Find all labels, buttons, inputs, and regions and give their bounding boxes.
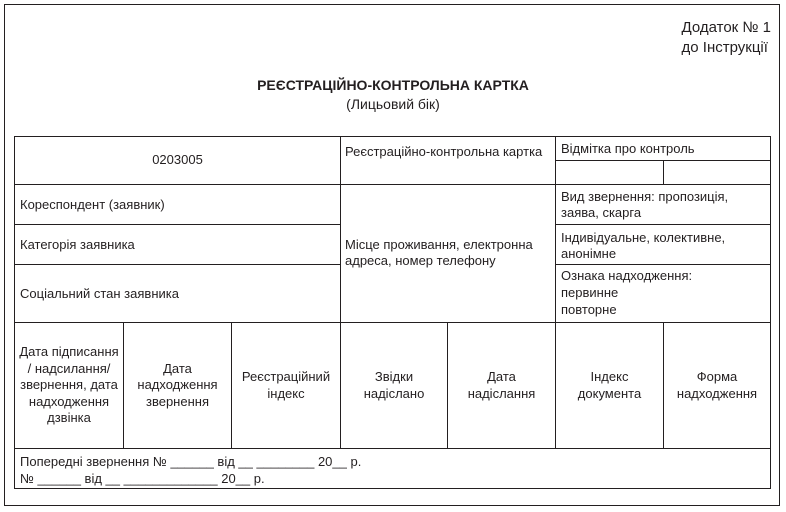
receipt-primary-label: первинне xyxy=(561,285,619,300)
grid-line xyxy=(15,184,770,185)
grid-line xyxy=(555,264,770,265)
grid-line xyxy=(555,224,770,225)
social-status-label: Соціальний стан заявника xyxy=(20,286,179,301)
receipt-repeat-label: повторне xyxy=(561,302,617,317)
column-header: Дата надіслання xyxy=(467,369,536,401)
column-header: Індекс документа xyxy=(577,369,642,401)
form-code: 0203005 xyxy=(152,152,203,167)
form-title: РЕЄСТРАЦІЙНО-КОНТРОЛЬНА КАРТКА xyxy=(257,77,529,93)
registration-card xyxy=(14,136,771,489)
grid-line xyxy=(663,160,664,184)
form-subtitle: (Лицьовий бік) xyxy=(346,96,440,112)
residence-label: Місце проживання, електронна адреса, номер телефону xyxy=(345,237,533,268)
column-header: Реєстраційний індекс xyxy=(241,369,331,401)
previous-appeals-line-2: № ______ від __ _____________ 20__ р. xyxy=(20,471,265,486)
grid-line xyxy=(15,448,770,449)
appendix-line-2: до Інструкції xyxy=(681,39,768,56)
column-header: Дата підписання / надсилання/ звернення, дата надходження дзвінка xyxy=(19,344,119,426)
grid-line xyxy=(15,264,340,265)
appeal-form-label: Індивідуальне, колективне, анонімне xyxy=(561,230,726,261)
grid-line xyxy=(340,137,341,322)
receipt-sign-label: Ознака надходження: xyxy=(561,268,693,283)
appendix-note xyxy=(682,18,771,58)
column-header: Звідки надіслано xyxy=(363,369,425,401)
appendix-line-1: Додаток № 1 xyxy=(681,19,771,36)
column-header: Форма надходження xyxy=(676,369,758,401)
column-header: Дата надходження звернення xyxy=(137,360,218,409)
grid-line xyxy=(555,137,556,322)
previous-appeals-line-1: Попередні звернення № ______ від __ ________ 20__ р. xyxy=(20,454,362,469)
applicant-category-label: Категорія заявника xyxy=(20,237,135,252)
card-label: Реєстраційно-контрольна картка xyxy=(345,144,543,159)
correspondent-label: Кореспондент (заявник) xyxy=(20,197,165,212)
appeal-type-label: Вид звернення: пропозиція, заява, скарга xyxy=(561,189,729,220)
control-mark-label: Відмітка про контроль xyxy=(561,141,695,156)
grid-line xyxy=(15,224,340,225)
